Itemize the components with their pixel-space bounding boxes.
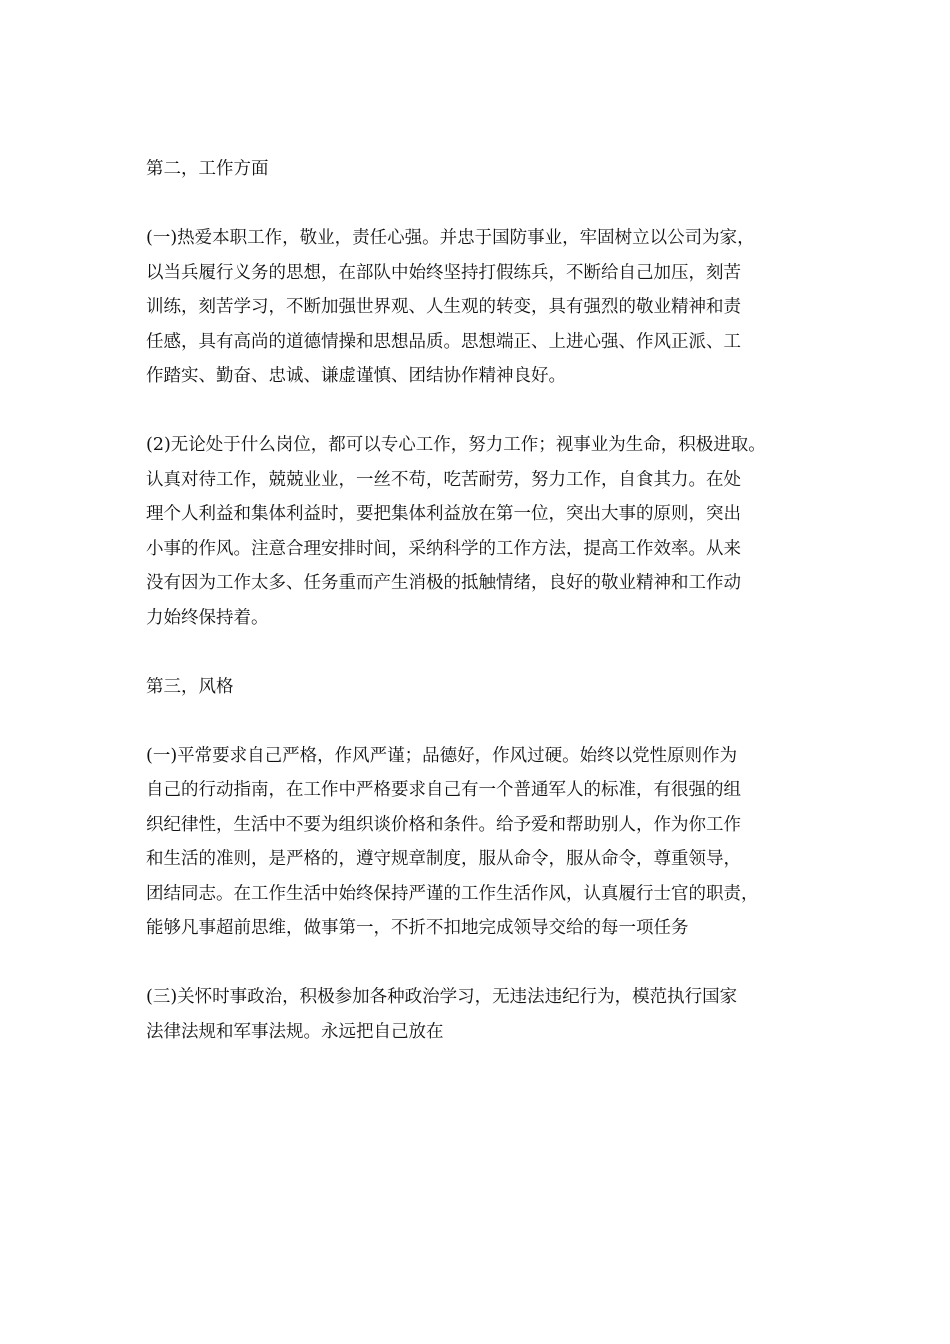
text-line: 训练，刻苦学习，不断加强世界观、人生观的转变，具有强烈的敬业精神和责 bbox=[146, 297, 741, 317]
text-line: 和生活的准则，是严格的，遵守规章制度，服从命令，服从命令，尊重领导， bbox=[146, 849, 741, 869]
paragraph-gap bbox=[146, 187, 826, 222]
text-line: 认真对待工作，兢兢业业，一丝不苟，吃苦耐劳，努力工作，自食其力。在处 bbox=[146, 469, 741, 490]
heading-line: 第二，工作方面 bbox=[146, 159, 269, 179]
text-line: 力始终保持着。 bbox=[146, 607, 269, 628]
text-line: (2)无论处于什么岗位，都可以专心工作，努力工作；视事业为生命，积极进取。 bbox=[146, 435, 766, 455]
text-line: 没有因为工作太多、任务重而产生消极的抵触情绪，良好的敬业精神和工作动 bbox=[146, 573, 741, 593]
text-line: 自己的行动指南，在工作中严格要求自己有一个普通军人的标准，有很强的组 bbox=[146, 780, 741, 800]
paragraph-style-3 bbox=[146, 980, 826, 1049]
text-line: (一)热爱本职工作，敬业，责任心强。并忠于国防事业，牢固树立以公司为家， bbox=[146, 228, 755, 248]
text-line: 法律法规和军事法规。永远把自己放在 bbox=[146, 1021, 444, 1042]
text-line: 织纪律性，生活中不要为组织谈价格和条件。给予爱和帮助别人，作为你工作 bbox=[146, 814, 741, 835]
text-line: 能够凡事超前思维，做事第一，不折不扣地完成领导交给的每一项任务 bbox=[146, 918, 689, 938]
paragraph-style-1 bbox=[146, 739, 826, 946]
text-line: 理个人利益和集体利益时，要把集体利益放在第一位，突出大事的原则，突出 bbox=[146, 504, 741, 524]
text-line: 任感，具有高尚的道德情操和思想品质。思想端正、上进心强、作风正派、工 bbox=[146, 331, 741, 352]
text-line: (一)平常要求自己严格，作风严谨；品德好，作风过硬。始终以党性原则作为 bbox=[146, 745, 738, 766]
document-body bbox=[146, 152, 826, 1049]
paragraph-work-1 bbox=[146, 221, 826, 394]
paragraph-gap bbox=[146, 635, 826, 670]
heading-line: 第三，风格 bbox=[146, 676, 234, 697]
paragraph-gap bbox=[146, 946, 826, 981]
paragraph-work-2 bbox=[146, 428, 826, 635]
section-heading-work bbox=[146, 152, 826, 187]
text-line: 小事的作风。注意合理安排时间，采纳科学的工作方法，提高工作效率。从来 bbox=[146, 538, 741, 559]
text-line: 作踏实、勤奋、忠诚、谦虚谨慎、团结协作精神良好。 bbox=[146, 366, 566, 386]
text-line: (三)关怀时事政治，积极参加各种政治学习，无违法违纪行为，模范执行国家 bbox=[146, 987, 738, 1007]
text-line: 团结同志。在工作生活中始终保持严谨的工作生活作风，认真履行士官的职责， bbox=[146, 883, 759, 904]
text-line: 以当兵履行义务的思想，在部队中始终坚持打假练兵，不断给自己加压，刻苦 bbox=[146, 262, 741, 283]
paragraph-gap bbox=[146, 394, 826, 429]
section-heading-style bbox=[146, 670, 826, 705]
paragraph-gap bbox=[146, 704, 826, 739]
